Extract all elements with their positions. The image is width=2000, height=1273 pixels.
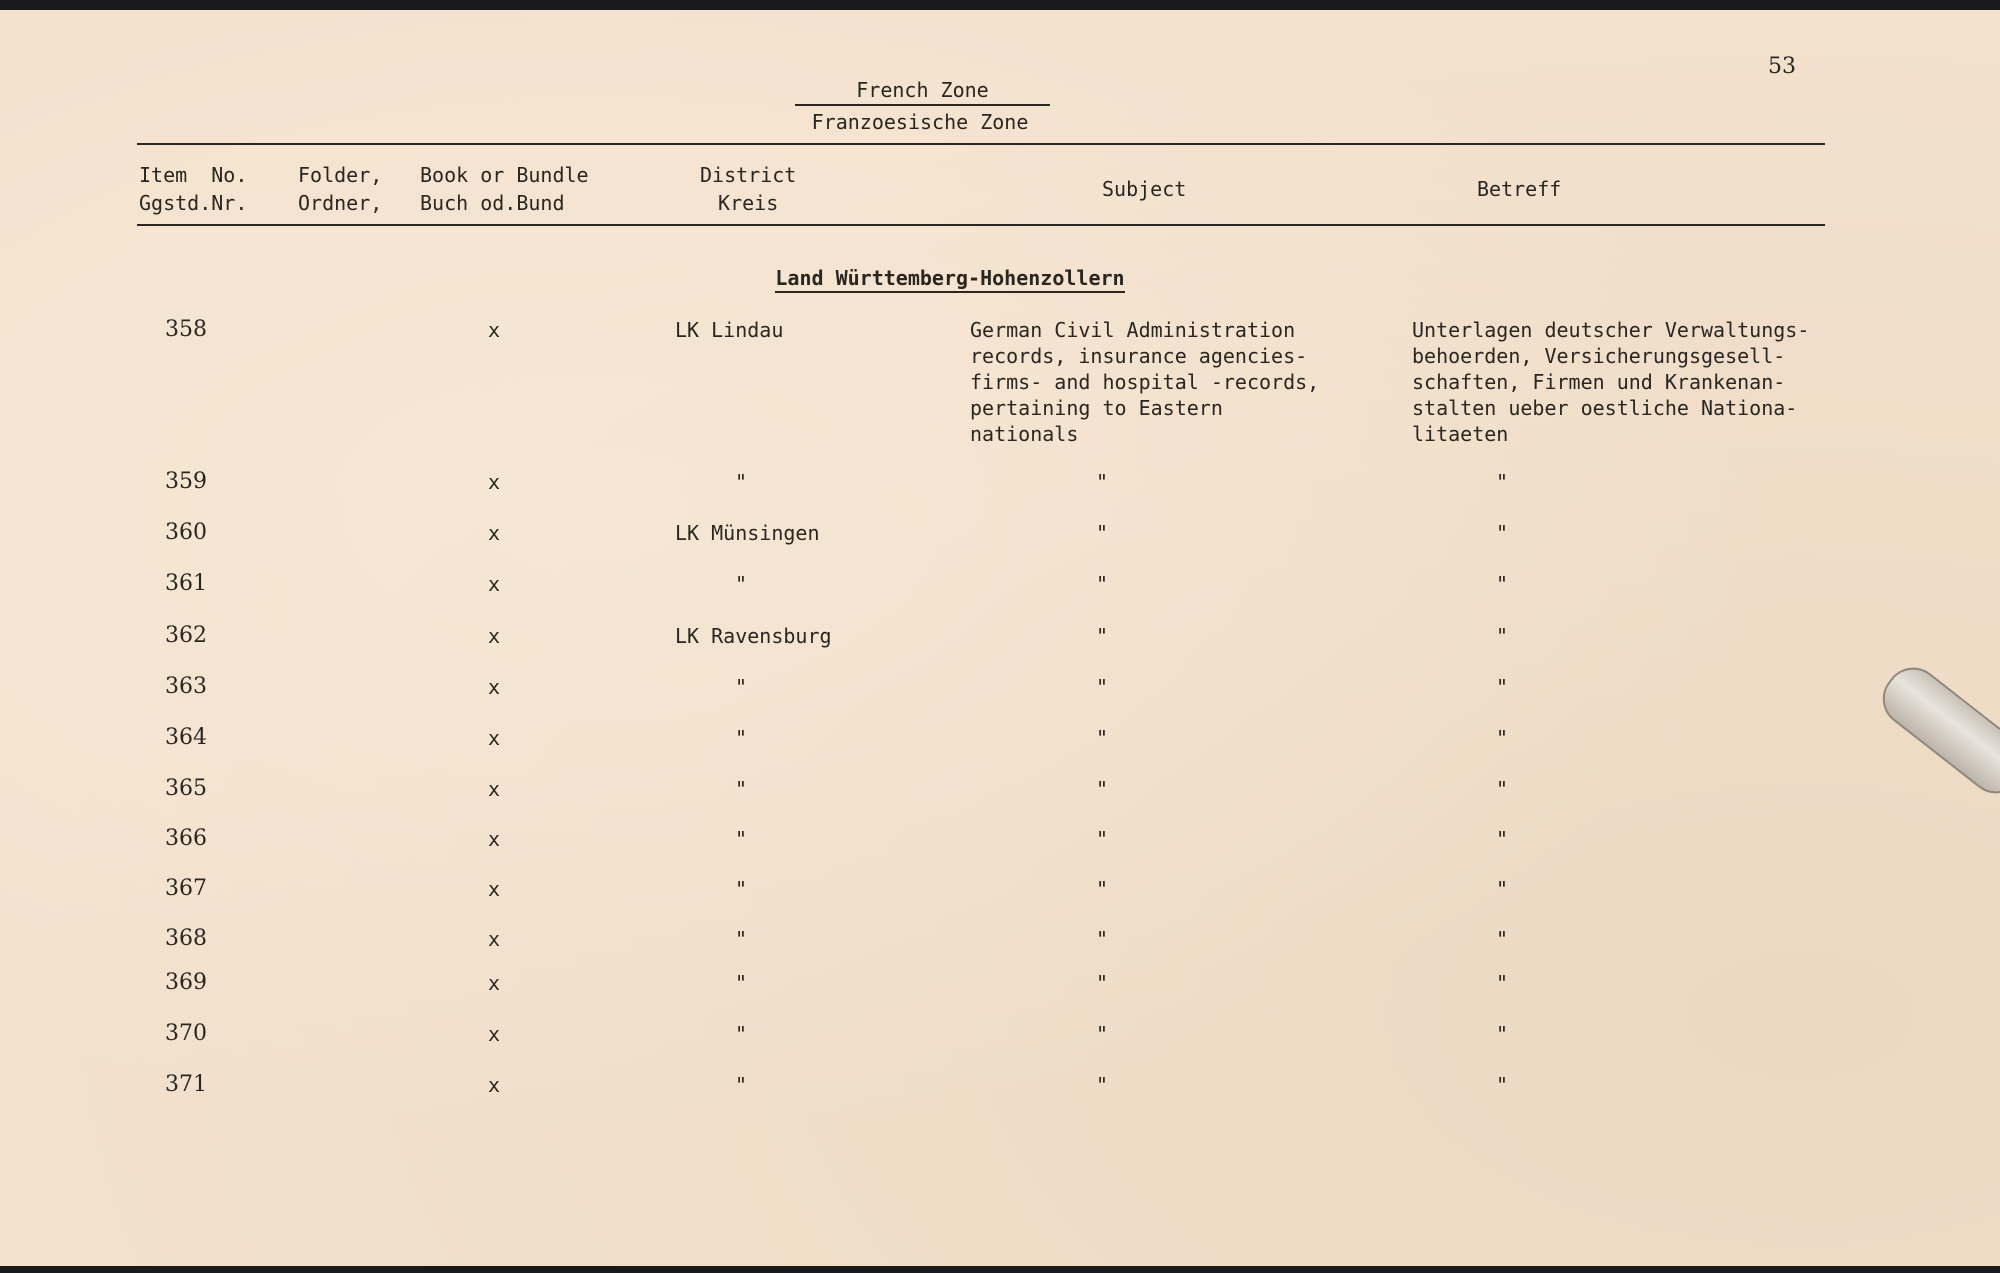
- col-header-betreff: Betreff: [1477, 177, 1562, 201]
- item-number: 361: [165, 571, 207, 596]
- betreff-cell: ": [1496, 521, 1509, 545]
- subject-cell: ": [1096, 1073, 1109, 1097]
- book-mark: x: [488, 470, 501, 494]
- district-cell: ": [735, 1073, 748, 1097]
- book-mark: x: [488, 877, 501, 901]
- col-header-subject: Subject: [1102, 177, 1187, 201]
- subject-cell: ": [1096, 470, 1109, 494]
- subject-cell: ": [1096, 1022, 1109, 1046]
- paper-clip: [1872, 656, 2000, 804]
- col-header-book: Book or Bundle Buch od.Bund: [420, 163, 589, 215]
- book-mark: x: [488, 927, 501, 951]
- item-number: 371: [165, 1072, 207, 1097]
- item-number: 368: [165, 926, 207, 951]
- book-mark: x: [488, 971, 501, 995]
- betreff-cell: ": [1496, 1073, 1509, 1097]
- betreff-cell: ": [1496, 624, 1509, 648]
- document-page: [0, 10, 2000, 1266]
- item-number: 363: [165, 674, 207, 699]
- book-mark: x: [488, 572, 501, 596]
- item-number: 366: [165, 826, 207, 851]
- zone-subtitle: Franzoesische Zone: [811, 110, 1029, 134]
- zone-title: French Zone: [856, 78, 989, 102]
- page-number: 53: [1768, 54, 1796, 79]
- book-mark: x: [488, 521, 501, 545]
- betreff-cell: Unterlagen deutscher Verwaltungs- behoerden, Versicherungsgesell- schaften, Firmen und Krankenan- stalten ueber oestliche Nationa- litaeten: [1412, 318, 1810, 446]
- district-cell: ": [735, 470, 748, 494]
- item-number: 360: [165, 520, 207, 545]
- district-cell: LK Lindau: [675, 318, 784, 342]
- subject-cell: ": [1096, 971, 1109, 995]
- subject-cell: ": [1096, 521, 1109, 545]
- subject-cell: ": [1096, 675, 1109, 699]
- district-cell: ": [735, 877, 748, 901]
- book-mark: x: [488, 1073, 501, 1097]
- betreff-cell: ": [1496, 726, 1509, 750]
- district-cell: ": [735, 1022, 748, 1046]
- district-cell: LK Münsingen: [675, 521, 820, 545]
- subject-cell: ": [1096, 572, 1109, 596]
- col-header-district: District Kreis: [700, 163, 797, 215]
- betreff-cell: ": [1496, 470, 1509, 494]
- item-number: 369: [165, 970, 207, 995]
- item-number: 370: [165, 1021, 207, 1046]
- subject-cell: ": [1096, 624, 1109, 648]
- book-mark: x: [488, 777, 501, 801]
- book-mark: x: [488, 726, 501, 750]
- betreff-cell: ": [1496, 877, 1509, 901]
- col-header-folder: Folder, Ordner,: [298, 163, 383, 215]
- betreff-cell: ": [1496, 1022, 1509, 1046]
- item-number: 362: [165, 623, 207, 648]
- header-top-rule: [137, 143, 1825, 145]
- subject-cell: ": [1096, 927, 1109, 951]
- item-number: 367: [165, 876, 207, 901]
- title-underline: [795, 104, 1050, 106]
- section-title: Land Württemberg-Hohenzollern: [720, 266, 1180, 290]
- district-cell: ": [735, 777, 748, 801]
- betreff-cell: ": [1496, 675, 1509, 699]
- book-mark: x: [488, 827, 501, 851]
- item-number: 364: [165, 725, 207, 750]
- district-cell: ": [735, 927, 748, 951]
- district-cell: ": [735, 675, 748, 699]
- district-cell: ": [735, 572, 748, 596]
- book-mark: x: [488, 1022, 501, 1046]
- district-cell: LK Ravensburg: [675, 624, 832, 648]
- col-header-item: Item No. Ggstd.Nr.: [139, 163, 248, 215]
- district-cell: ": [735, 726, 748, 750]
- item-number: 358: [165, 317, 207, 342]
- item-number: 359: [165, 469, 207, 494]
- subject-cell: ": [1096, 777, 1109, 801]
- book-mark: x: [488, 675, 501, 699]
- betreff-cell: ": [1496, 971, 1509, 995]
- district-cell: ": [735, 827, 748, 851]
- district-cell: ": [735, 971, 748, 995]
- book-mark: x: [488, 318, 501, 342]
- betreff-cell: ": [1496, 777, 1509, 801]
- header-bottom-rule: [137, 224, 1825, 226]
- subject-cell: ": [1096, 726, 1109, 750]
- betreff-cell: ": [1496, 927, 1509, 951]
- betreff-cell: ": [1496, 827, 1509, 851]
- item-number: 365: [165, 776, 207, 801]
- subject-cell: ": [1096, 877, 1109, 901]
- subject-cell: ": [1096, 827, 1109, 851]
- book-mark: x: [488, 624, 501, 648]
- subject-cell: German Civil Administration records, insurance agencies- firms- and hospital -records, pertaining to Eastern nationals: [970, 318, 1320, 446]
- betreff-cell: ": [1496, 572, 1509, 596]
